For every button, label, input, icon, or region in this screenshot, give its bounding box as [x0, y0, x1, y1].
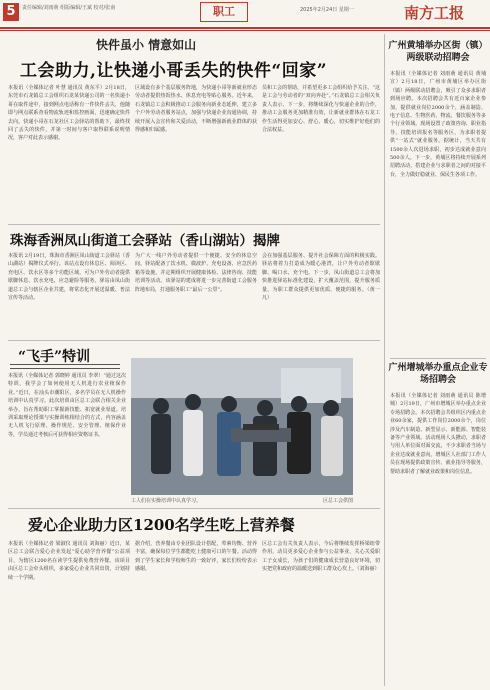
article4-col1: 本报讯（全媒体记者 梁淑仪 通讯员 刘海丽）近日，某区总工会联合爱心企业发起“爱心助学营养餐”公益项目，为辖区1200名在读学生提供免费营养餐。该项目由区总工会牵头组织，多家爱心企业共同出资，计划持续一个学期。 [8, 541, 130, 581]
article2-col2: 为广大一线户外劳动者提供一个便捷、安全的休息空间。驿站配备了饮水机、微波炉、充电设备、应急医药箱等设施，并定期组织开展健康体检、法律咨询、技能培训等活动。该驿站的建成将进一步完善街道工会服务阵地布局，打通服务职工“最后一公里”。 [135, 253, 257, 293]
title-underline [10, 364, 120, 369]
divider [8, 340, 380, 341]
article3-body: 本报讯（全媒体记者 郭晓婷 通讯员 李翠）“通过这次特训，我学会了如何使用无人机进行农业植保作业。”近日，在汕头市潮阳区，多名学员在无人机操作培训中认真学习。此次培训由区总工会联合相关企业举办，旨在帮助职工掌握新技能、拓宽就业渠道。培训采取理论授课与实操训练相结合的方式，内容涵盖无人机飞行原理、操作规范、安全管理、植保作业等，学员通过考核后可获得相应资格证书。 [8, 373, 126, 438]
section-label: 职工 [200, 2, 248, 22]
caption-text: 工人们在实操培训中认真学习。 [131, 498, 202, 504]
photo-credit: 区总工会供图 [322, 498, 353, 504]
sidebar-text-2: 本报讯（全媒体记者 刘雨萌 通讯员 陈增城）2月19日，广州市增城区举办重点企业专场招聘会。本次招聘会共组织区内重点企业60余家，提供工作岗位2000余个，岗位涉及汽车制造、新型显示、新能源、智能装备等产业领域。活动现场人头攒动，求职者与用人单位面对面交流，不少求职者当场与企业达成就业意向。增城区人社部门工作人员在现场提供政策宣传、就业指导等服务，帮助求职者了解就业政策和岗位信息。 [390, 393, 486, 475]
article1-title: 工会助力,让快递小哥丢失的快件“回家” [20, 61, 327, 81]
sidebar-text-1: 本报讯（全媒体记者 刘雨萌 通讯员 黄埔宣）2月18日，广州市黄埔区举办区街（镇）两级联动招聘会，吸引了众多求职者到场应聘。本次招聘会共有近百家企业参加，提供就业岗位2000余个，涵盖制造、电子信息、生物医药、物流、餐饮服务等多个行业领域。现场设置了政策咨询、职业指导、技能培训报名等服务区，为求职者提供“一站式”就业服务。据统计，当天共有1500余人次进场求职，初步达成就业意向500余人。下一步，黄埔区将持续开展系列招聘活动，搭建企业与求职者之间的对接平台，全力做好稳就业、保民生各项工作。 [390, 71, 486, 178]
divider [390, 358, 486, 359]
article2-col1: 本报讯 2月19日，珠海市香洲区凤山街道工会驿站（香山湖站）揭牌仪式举行。该站点设有休息区、阅读区、充电区、饮水区等多个功能区域，可为户外劳动者提供歇脚休息、饮水充电、应急避险等服务。驿站由凤山街道总工会与辖区企业共建，将常态化开展送温暖、普法宣传等活动。 [8, 253, 130, 302]
masthead-logo: 南方工报 [404, 4, 465, 22]
page-header [0, 0, 490, 32]
article4-col3: 区总工会有关负责人表示，今后将继续发挥桥梁纽带作用，动员更多爱心企业参与公益事业，关心关爱职工子女成长，为孩子们的健康成长营造良好环境，切实把党和政府的温暖送到职工群众心坎上。（刘海丽） [262, 541, 380, 573]
divider [8, 224, 380, 225]
article1-kicker: 快件虽小 情意如山 [96, 38, 197, 52]
divider [8, 508, 380, 509]
photo-caption [131, 497, 353, 504]
photo-illustration [131, 358, 353, 495]
page-number: 5 [3, 3, 19, 21]
article3-title: “飞手”特训 [18, 349, 91, 365]
article1-col1: 本报讯（全媒体记者 叶慧 通讯员 黄东平）2月18日，东莞市石龙镇总工会组织石龙某快递公司的一名快递小哥在取件途中，接到网点电话称有一件快件丢失，他随即与网点联系查看物流轨迹和监控画面，迅速确定快件去向。快递小哥在石龙社区工会驿站的帮助下，最终找回了丢失的快件，并第一时间与客户取得联系说明情况，客户对此表示感谢。 [8, 85, 130, 142]
header-rule [0, 27, 490, 29]
article2-col3: 会在加强基层服务、提升社会保障方面的积极实践。驿站将着力打造成为暖心港湾，让户外劳动者歇歇脚、喝口水、充个电。下一步，凤山街道总工会将加快推进驿站标准化建设，扩大覆盖范围，提升服务质量，为职工群众提供更加优质、便捷的服务。（黄一凡） [262, 253, 380, 302]
article1-col3: 员和工会的帮助，并希望更多工会组织给予关注。“这是工会与劳动者的“双向奔赴”。”石龙镇总工会相关负责人表示，下一步，将继续深化与快递企业的合作，推动工会服务更加精准有效，让新就业群体在石龙工作生活得更加安心、舒心、暖心，切实维护好他们的合法权益。 [262, 85, 380, 134]
training-photo [131, 358, 353, 495]
issue-date: 2025年2月24日 星期一 [300, 7, 354, 13]
header-rule-thin [0, 30, 490, 31]
article2-title: 珠海香洲凤山街道工会驿站（香山湖站）揭牌 [10, 233, 280, 249]
article1-col2: 区域设有多个基层服务阵地，为快递小哥等新就业形态劳动者提供热饭热水、休息充电等贴心服务。近年来，石龙镇总工会积极推动工会服务向新业态延伸，建立多个户外劳动者服务站点，加强与快递企业沟通协调，持续开展入会宣传和关爱活动，不断增强新就业群体的获得感和归属感。 [135, 85, 257, 134]
article4-title: 爱心企业助力区1200名学生吃上营养餐 [28, 516, 295, 534]
sidebar-title-2: 广州增城举办重点企业专场招聘会 [388, 363, 488, 385]
editor-credits: 责任编辑/刘雨萌 组版编辑/王斌 校对/张南 [22, 5, 116, 11]
article4-col2: 据介绍，营养餐由专业团队设计搭配，荤素均衡、营养丰富，确保每位学生都能吃上健康可口的午餐。活动得到了学生家长和学校师生的一致好评，家长们纷纷表示感谢。 [135, 541, 257, 573]
sidebar-divider [384, 34, 385, 686]
sidebar-title-1: 广州黄埔举办区街（镇）两级联动招聘会 [388, 41, 488, 63]
